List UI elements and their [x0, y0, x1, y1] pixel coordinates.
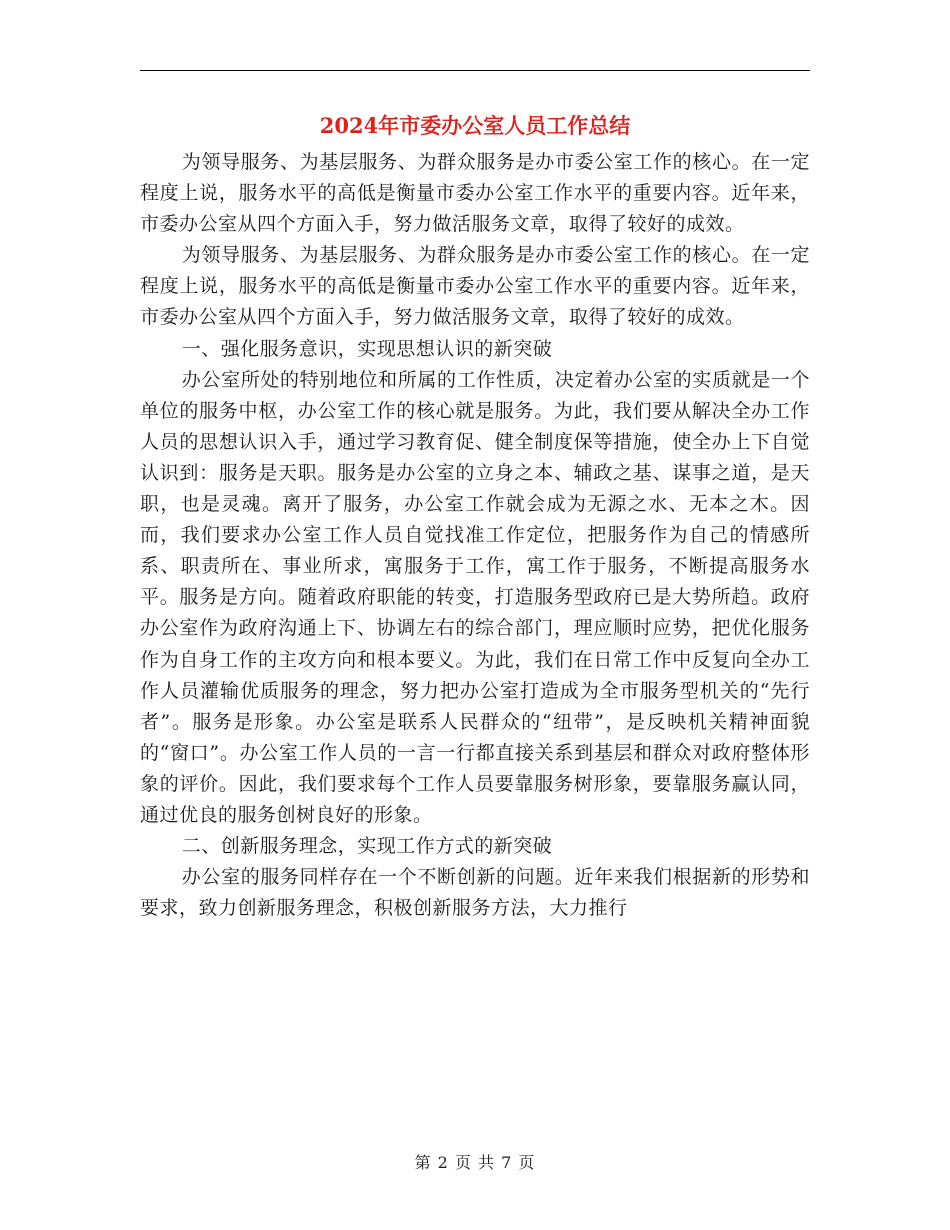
document-title: 2024年市委办公室人员工作总结 [319, 113, 631, 138]
header-rule [140, 70, 810, 71]
section-heading-2: 二、创新服务理念，实现工作方式的新突破 [181, 835, 553, 858]
paragraph-section-1: 办公室所处的特别地位和所属的工作性质，决定着办公室的实质就是一个单位的服务中枢，办公室工作的核心就是服务。为此，我们要从解决全办工作人员的思想认识入手，通过学习教育促、健全制度保等措施，使全办上下自觉认识到：服务是天职。服务是办公室的立身之本、辅政之基、谋事之道，是天职，也是灵魂。离开了服务，办公室工作就会成为无源之水、无本之木。因而，我们要求办公室工作人员自觉找准工作定位，把服务作为自己的情感所系、职责所在、事业所求，寓服务于工作，寓工作于服务，不断提高服务水平。服务是方向。随着政府职能的转变，打造服务型政府已是大势所趋。政府办公室作为政府沟通上下、协调左右的综合部门，理应顺时应势，把优化服务作为自身工作的主攻方向和根本要义。为此，我们在日常工作中反复向全办工作人员灌输优质服务的理念，努力把办公室打造成为全市服务型机关的“先行者”。服务是形象。办公室是联系人民群众的“纽带”，是反映机关精神面貌的“窗口”。办公室工作人员的一言一行都直接关系到基层和群众对政府整体形象的评价。因此，我们要求每个工作人员要靠服务树形象，要靠服务赢认同，通过优良的服务创树良好的形象。 [140, 368, 810, 826]
document-body [140, 147, 810, 924]
paragraph-intro-2: 为领导服务、为基层服务、为群众服务是办市委公室工作的核心。在一定程度上说，服务水平的高低是衡量市委办公室工作水平的重要内容。近年来，市委办公室从四个方面入手，努力做活服务文章，取得了较好的成效。 [140, 244, 810, 329]
page-number: 第 2 页 共 7 页 [414, 1153, 536, 1172]
paragraph-intro-1: 为领导服务、为基层服务、为群众服务是办市委公室工作的核心。在一定程度上说，服务水平的高低是衡量市委办公室工作水平的重要内容。近年来，市委办公室从四个方面入手，努力做活服务文章，取得了较好的成效。 [140, 151, 810, 236]
paragraph-section-2: 办公室的服务同样存在一个不断创新的问题。近年来我们根据新的形势和要求，致力创新服务理念，积极创新服务方法，大力推行 [140, 866, 810, 920]
section-heading-1: 一、强化服务意识，实现思想认识的新突破 [181, 337, 553, 360]
